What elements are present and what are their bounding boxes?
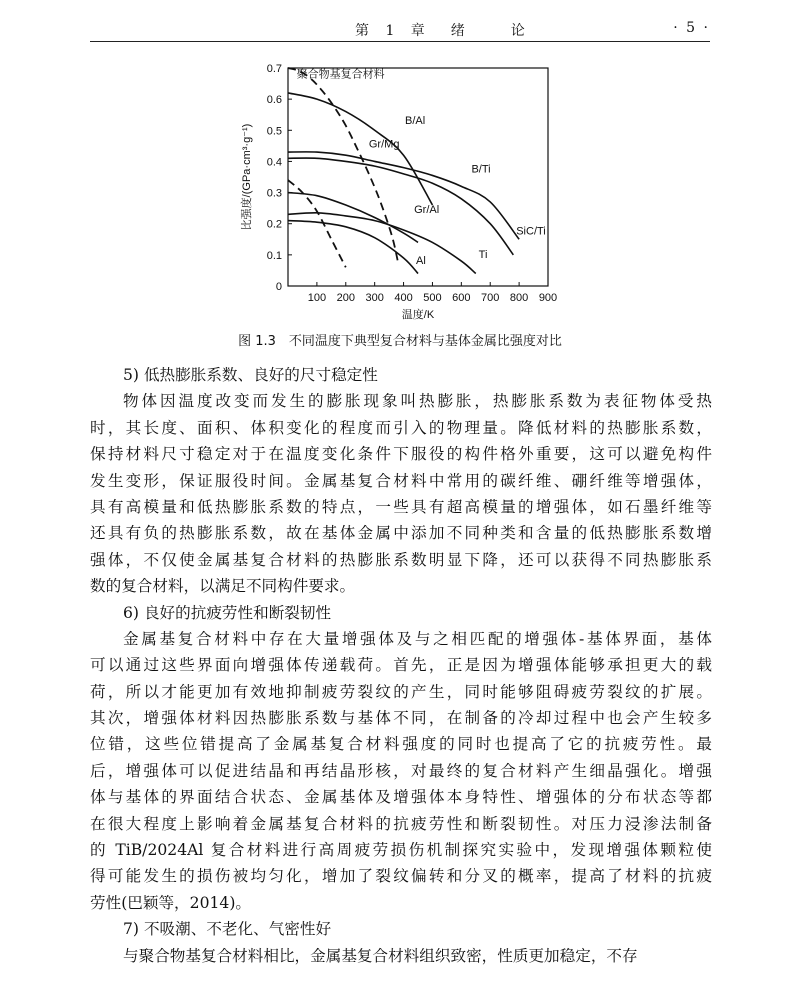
x-tick-label: 600 [452,292,471,304]
body-text [90,362,712,969]
paragraph-line: 其次，增强体材料因热膨胀系数与基体不同，在制备的冷却过程中也会产生较多 [90,709,712,728]
paragraph-line: 可以通过这些界面向增强体传递载荷。首先，正是因为增强体能够承担更大的载 [90,656,712,675]
strength-temperature-chart [225,55,585,325]
running-head [90,18,710,42]
y-tick-label: 0 [275,281,282,293]
y-tick-label: 0.7 [266,63,282,75]
paragraph-line: 数的复合材料，以满足不同构件要求。 [90,577,356,596]
series-label: SiC/Ti [516,225,546,238]
page-number: · 5 · [673,20,710,36]
series-label: Al [415,255,426,268]
x-tick-label: 300 [365,292,384,304]
section-heading: 7) 不吸潮、不老化、气密性好 [123,920,332,939]
paragraph-line: 金属基复合材料中存在大量增强体及与之相匹配的增强体-基体界面，基体 [123,629,712,648]
header-rule [90,41,710,42]
curve-1 [288,93,432,205]
paragraph-line: 在很大程度上影响着金属基复合材料的抗疲劳性和断裂韧性。对压力浸渗法制备 [90,814,712,833]
paragraph-line: 后，增强体可以促进结晶和再结晶形核，对最终的复合材料产生细晶强化。增强 [90,761,712,780]
paragraph-line: 保持材料尺寸稳定对于在温度变化条件下服役的构件格外重要，这可以避免构件 [90,445,712,464]
paragraph-line: 强体，不仅使金属基复合材料的热膨胀系数明显下降，还可以获得不同热膨胀系 [90,550,712,569]
y-tick-label: 0.6 [266,94,282,107]
paragraph-line: 与聚合物基复合材料相比，金属基复合材料组织致密，性质更加稳定，不存 [123,946,638,965]
x-tick-label: 900 [538,292,558,304]
section-heading: 5) 低热膨胀系数、良好的尺寸稳定性 [123,366,378,384]
paragraph-line: 具有高模量和低热膨胀系数的特点，一些具有超高模量的增强体，如石墨纤维等 [90,497,712,516]
y-tick-label: 0.5 [266,125,282,138]
paragraph-line: 还具有负的热膨胀系数，故在基体金属中添加不同种类和含量的低热膨胀系数增 [90,524,712,543]
x-tick-label: 700 [481,292,500,304]
series-label: Gr/Al [414,203,440,216]
x-tick-label: 200 [336,292,355,304]
paragraph-line: 体与基体的界面结合状态、金属基体及增强体本身特性、增强体的分布状态等都 [90,788,712,807]
paragraph-line: 的 TiB/2024Al 复合材料进行高周疲劳损伤机制探究实验中，发现增强体颗粒使 [90,841,712,860]
paragraph-line: 位错，这些位错提高了金属基复合材料强度的同时也提高了它的抗疲劳性。最 [90,735,712,754]
x-axis-label: 温度/K [401,309,435,321]
series-label: 聚合物基复合材料 [296,68,385,81]
series-label: B/Ti [471,163,491,176]
figure [225,55,585,325]
x-tick-label: 800 [509,292,529,304]
section-heading: 6) 良好的抗疲劳性和断裂韧性 [123,603,332,622]
paragraph-line: 物体因温度改变而发生的膨胀现象叫热膨胀，热膨胀系数为表征物体受热 [123,392,712,411]
y-tick-label: 0.1 [266,249,282,262]
y-axis-label: 比强度/(GPa·cm³·g⁻¹) [241,123,253,231]
figure-caption: 图 1.3 不同温度下典型复合材料与基体金属比强度对比 [238,334,562,349]
series-label: Gr/Mg [368,138,400,151]
x-tick-label: 100 [307,292,327,304]
series-label: Ti [478,248,488,261]
y-tick-label: 0.4 [266,156,282,169]
paragraph-line: 时，其长度、面积、体积变化的程度而引入的物理量。降低材料的热膨胀系数， [90,418,712,437]
chapter-title: 第 1 章 绪 论 [355,23,531,39]
paragraph-line: 荷，所以才能更加有效地抑制疲劳裂纹的产生，同时能够阻碍疲劳裂纹的扩展。 [90,682,712,701]
x-tick-label: 400 [394,292,413,304]
x-tick-label: 500 [423,292,442,304]
curve-0 [288,68,398,261]
paragraph-line: 发生变形，保证服役时间。金属基复合材料中常用的碳纤维、硼纤维等增强体， [90,471,712,490]
y-tick-label: 0.3 [266,187,282,200]
series-label: B/Al [405,115,426,128]
y-tick-label: 0.2 [266,218,282,231]
paragraph-line: 得可能发生的损伤被均匀化，增加了裂纹偏转和分叉的概率，提高了材料的抗疲 [90,867,712,886]
paragraph-line: 劳性(巴颖等，2014)。 [90,893,252,912]
